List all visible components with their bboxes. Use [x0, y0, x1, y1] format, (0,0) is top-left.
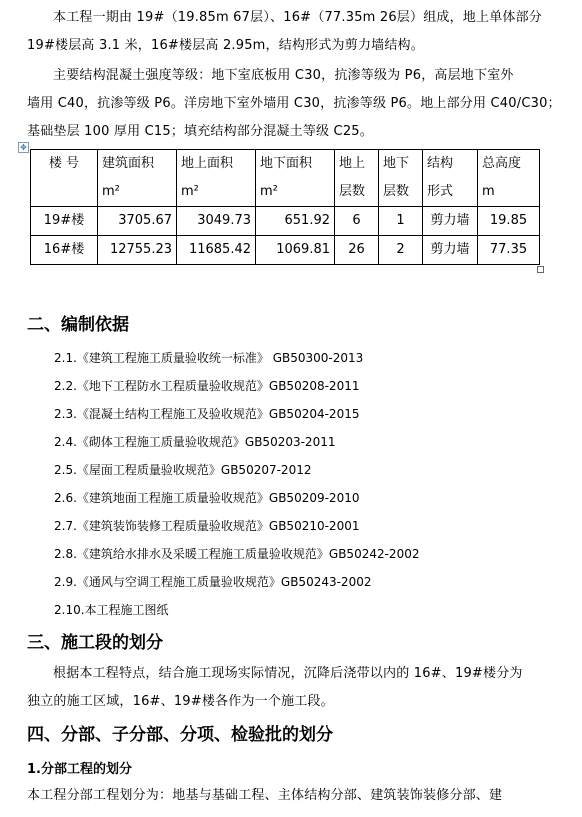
table-cell: 26 — [335, 236, 379, 265]
table-header-cell — [478, 150, 540, 207]
text-line: 墙用 C40，抗渗等级 P6。洋房地下室外墙用 C30，抗渗等级 P6。地上部分用 C40/C30； — [27, 96, 561, 111]
table-header-cell — [177, 150, 256, 207]
header-text: 楼 号 — [48, 156, 80, 171]
table-header-cell — [98, 150, 177, 207]
table-resize-handle[interactable] — [537, 266, 544, 273]
table-cell: 77.35 — [478, 236, 540, 265]
header-unit: m² — [181, 184, 199, 199]
table-cell: 1 — [379, 207, 423, 236]
table-cell: 1069.81 — [256, 236, 335, 265]
table-cell: 16#楼 — [31, 236, 98, 265]
text-line: 独立的施工区域，16#、19#楼各作为一个施工段。 — [27, 694, 334, 709]
table-cell: 3705.67 — [98, 207, 177, 236]
text-line: 基础垫层 100 厚用 C15；填充结构部分混凝土等级 C25。 — [27, 124, 373, 139]
section3-paragraph — [27, 660, 557, 716]
list-item: 2.2.《地下工程防水工程质量验收规范》GB50208-2011 — [54, 379, 360, 393]
reference-list — [54, 344, 419, 624]
section4-paragraph — [27, 782, 557, 810]
header-unit: m² — [260, 184, 278, 199]
subsection-heading: 1.分部工程的划分 — [27, 762, 132, 777]
section-heading: 三、施工段的划分 — [27, 633, 163, 653]
text-line: 根据本工程特点，结合施工现场实际情况，沉降后浇带以内的 16#、19#楼分为 — [53, 666, 523, 681]
header-unit: m² — [102, 184, 120, 199]
table-cell: 651.92 — [256, 207, 335, 236]
list-item: 2.5.《屋面工程质量验收规范》GB50207-2012 — [54, 463, 312, 477]
header-text: 建筑面积 — [102, 156, 155, 171]
list-item: 2.9.《通风与空调工程施工质量验收规范》GB50243-2002 — [54, 575, 372, 589]
table-cell: 19#楼 — [31, 207, 98, 236]
header-text: 地下面积 — [260, 156, 313, 171]
header-text: 总高度 — [482, 156, 522, 171]
header-text: 地上面积 — [181, 156, 234, 171]
table-cell: 2 — [379, 236, 423, 265]
text-line: 本工程分部工程划分为：地基与基础工程、主体结构分部、建筑装饰装修分部、建 — [27, 788, 503, 803]
table-row — [31, 236, 540, 265]
table-cell: 剪力墙 — [423, 207, 478, 236]
building-specs-table — [30, 149, 540, 265]
list-item: 2.4.《砌体工程施工质量验收规范》GB50203-2011 — [54, 435, 336, 449]
table-cell: 19.85 — [478, 207, 540, 236]
table-cell: 剪力墙 — [423, 236, 478, 265]
list-item: 2.8.《建筑给水排水及采暖工程施工质量验收规范》GB50242-2002 — [54, 547, 420, 561]
intro-paragraph — [27, 4, 557, 60]
table-row — [31, 207, 540, 236]
text-line: 本工程一期由 19#（19.85m 67层）、16#（77.35m 26层）组成，地上单体部分 — [53, 10, 543, 25]
header-text: 地上 — [339, 156, 366, 171]
table-move-handle-icon[interactable]: ✥ — [18, 142, 29, 153]
list-item: 2.6.《建筑地面工程施工质量验收规范》GB50209-2010 — [54, 491, 360, 505]
table-header-cell — [31, 150, 98, 207]
list-item: 2.1.《建筑工程施工质量验收统一标准》 GB50300-2013 — [54, 351, 364, 365]
section-heading: 二、编制依据 — [27, 315, 129, 335]
table-header-cell — [423, 150, 478, 207]
table-cell: 6 — [335, 207, 379, 236]
text-line: 主要结构混凝土强度等级：地下室底板用 C30，抗渗等级为 P6，高层地下室外 — [53, 68, 514, 83]
list-item: 2.10.本工程施工图纸 — [54, 603, 169, 617]
table-header-row — [31, 150, 540, 207]
table-header-cell — [256, 150, 335, 207]
header-text: 层数 — [339, 184, 366, 199]
table-cell: 12755.23 — [98, 236, 177, 265]
header-unit: m — [482, 184, 495, 199]
text-line: 19#楼层高 3.1 米，16#楼层高 2.95m，结构形式为剪力墙结构。 — [27, 38, 424, 53]
header-text: 结构 — [427, 156, 454, 171]
list-item: 2.3.《混凝土结构工程施工及验收规范》GB50204-2015 — [54, 407, 360, 421]
table-header-cell — [379, 150, 423, 207]
list-item: 2.7.《建筑装饰装修工程质量验收规范》GB50210-2001 — [54, 519, 360, 533]
header-text: 地下 — [383, 156, 410, 171]
header-text: 形式 — [427, 184, 454, 199]
concrete-paragraph — [27, 62, 561, 146]
section-heading: 四、分部、子分部、分项、检验批的划分 — [27, 725, 333, 745]
header-text: 层数 — [383, 184, 410, 199]
table-cell: 3049.73 — [177, 207, 256, 236]
table-cell: 11685.42 — [177, 236, 256, 265]
table-header-cell — [335, 150, 379, 207]
